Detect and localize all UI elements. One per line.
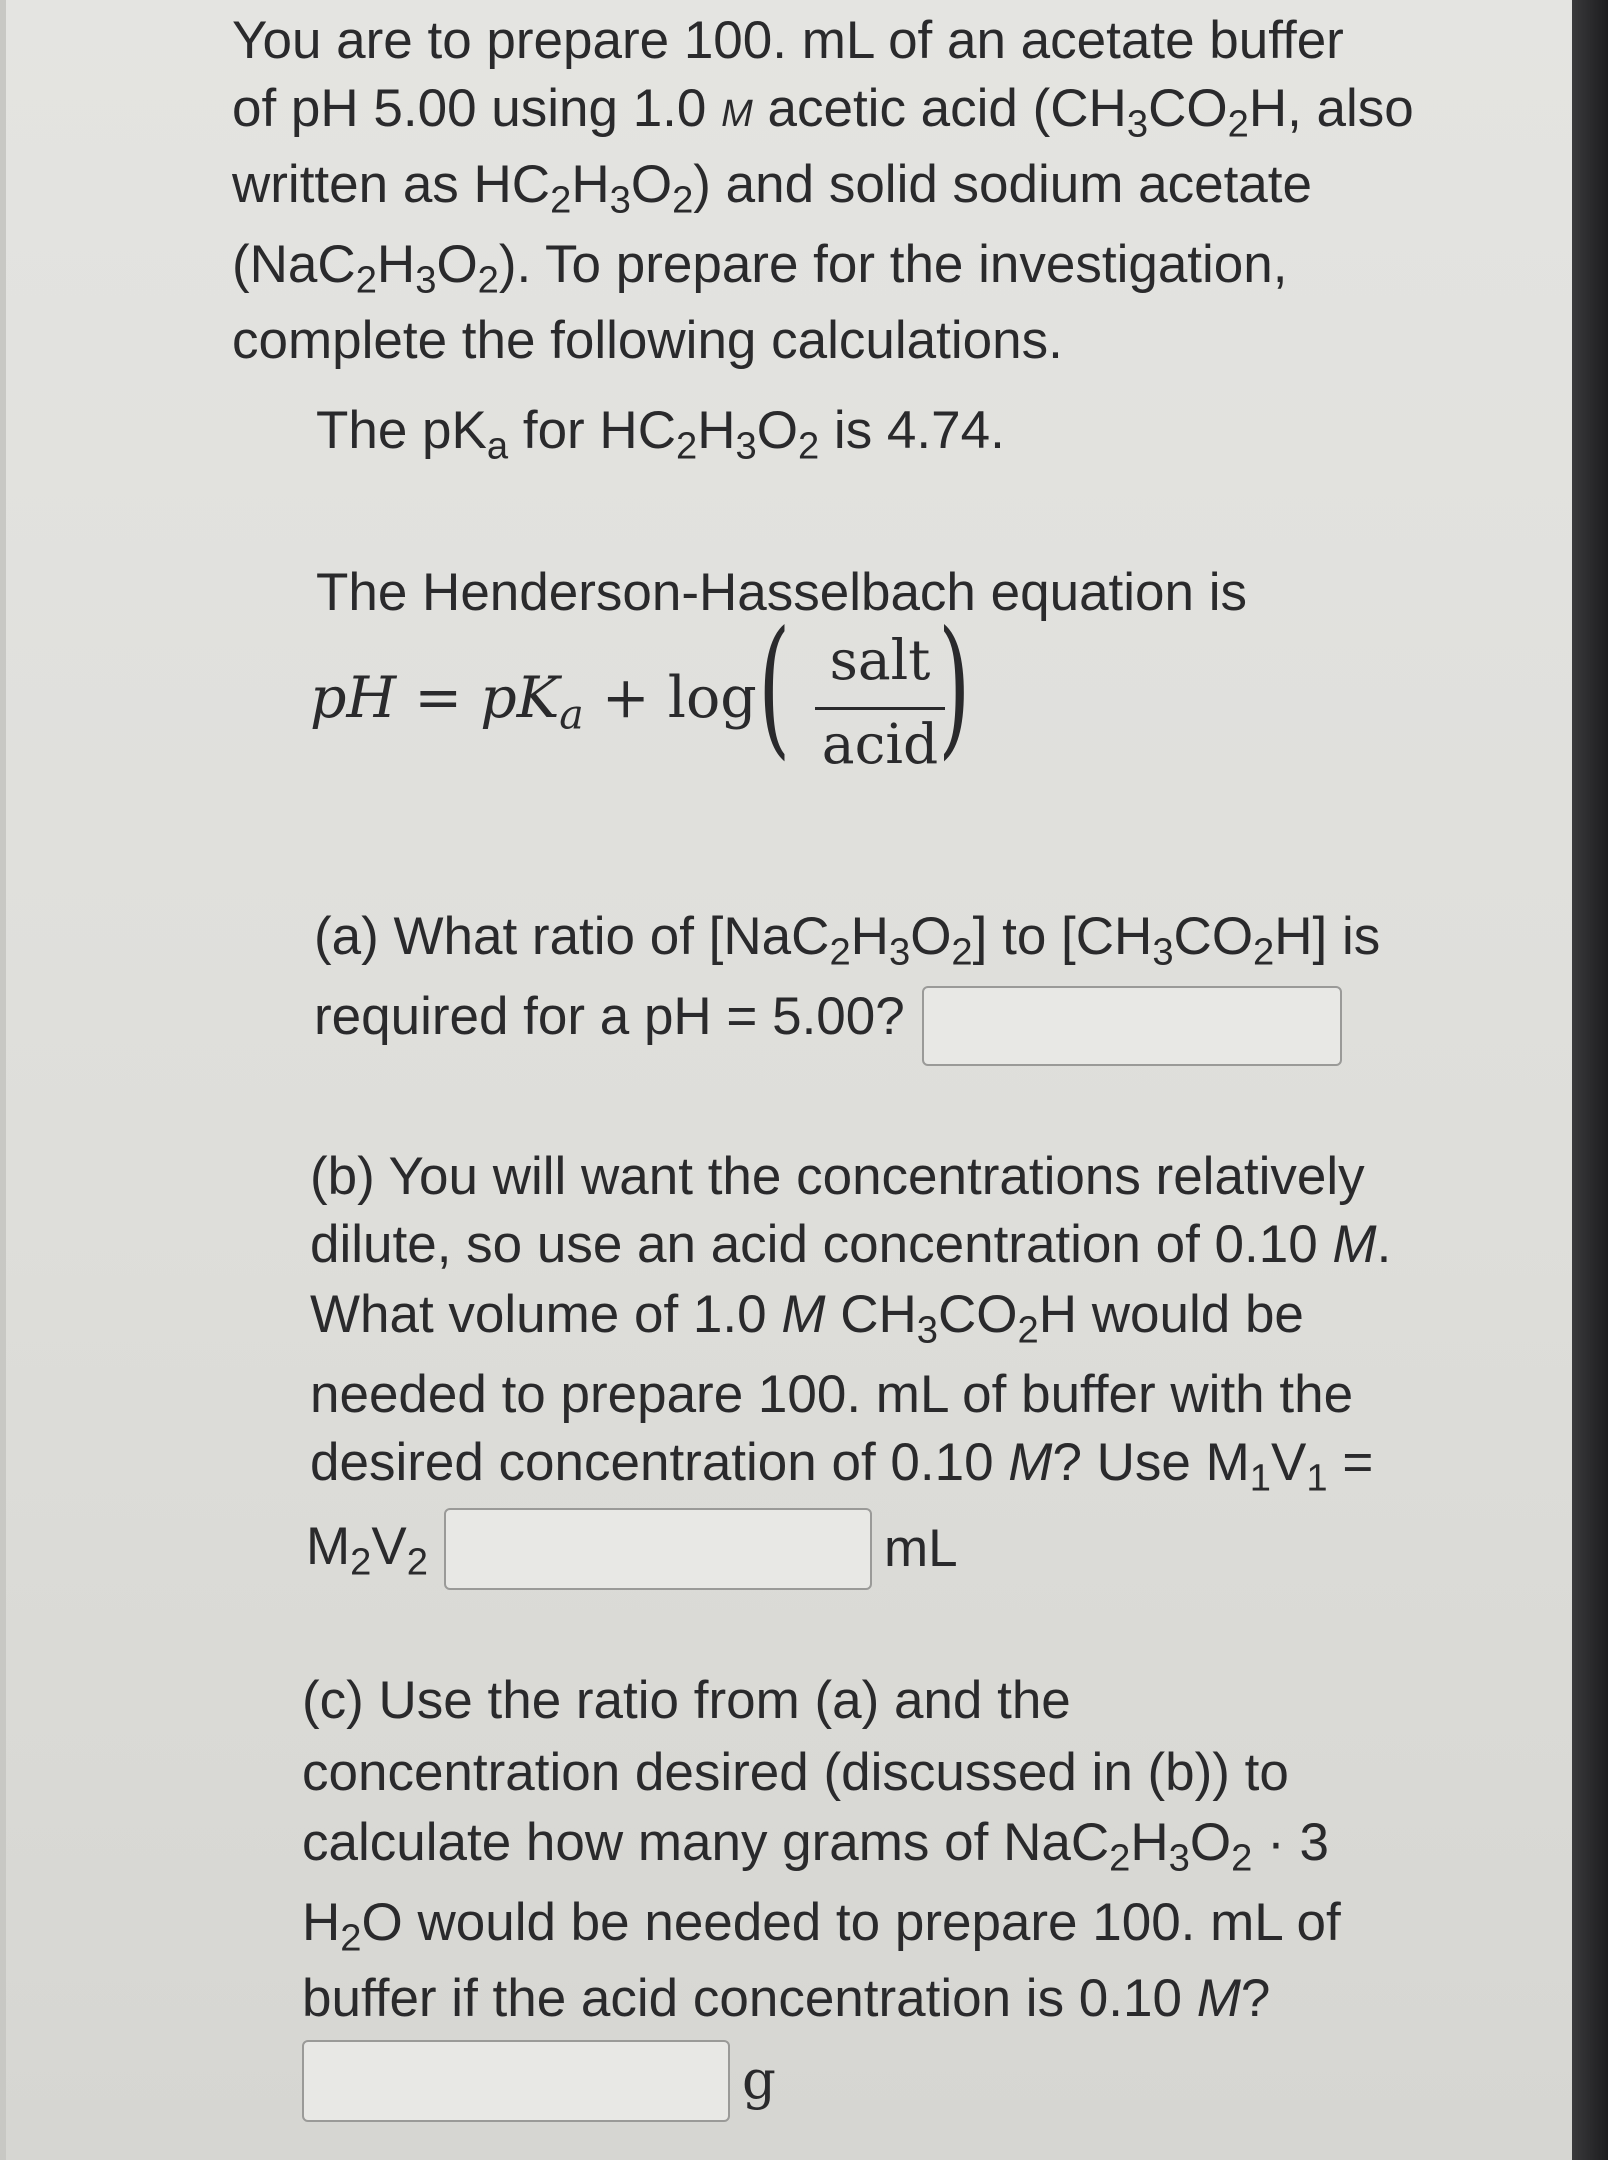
intro-line-3: written as $HC_2H_3O_2$) and solid sodium acetate xyxy=(232,155,1312,222)
intro-line-5: complete the following calculations. xyxy=(232,311,1063,370)
question-c-line-4: $H_2O$ would be needed to prepare 100. mL of xyxy=(302,1893,1341,1960)
question-b-line-4: needed to prepare 100. mL of buffer with the xyxy=(310,1365,1354,1424)
close-paren: ) xyxy=(938,600,971,774)
question-c-line-5: buffer if the acid concentration is 0.10 M? xyxy=(302,1969,1271,2028)
fraction-numerator: salt xyxy=(829,628,931,692)
intro-line-4: $(NaC_2H_3O_2)$. To prepare for the investigation, xyxy=(232,235,1288,302)
question-a-line-1: (a) What ratio of $[NaC_2H_3O_2]$ to $[CH_3CO_2H]$ is xyxy=(314,907,1381,974)
fraction-bar xyxy=(815,707,945,710)
open-paren: ( xyxy=(758,600,791,774)
question-c-line-1: (c) Use the ratio from (a) and the xyxy=(302,1671,1071,1730)
question-b-line-1: (b) You will want the concentrations relatively xyxy=(310,1147,1365,1206)
right-bezel xyxy=(1572,0,1608,2160)
fraction-denominator: acid xyxy=(821,712,939,776)
question-b-line-6: $M_2V_2$ xyxy=(306,1517,428,1584)
question-c-line-2: concentration desired (discussed in (b)) to xyxy=(302,1743,1289,1802)
hh-intro: The Henderson-Hasselbach equation is xyxy=(316,563,1247,622)
question-c-line-3: calculate how many grams of $NaC_2H_3O_2 \cdot 3$ xyxy=(302,1813,1329,1880)
henderson-hasselbach-equation xyxy=(310,600,1010,790)
answer-b-unit: mL xyxy=(884,1519,958,1578)
answer-a-input[interactable] xyxy=(922,986,1342,1066)
pka-statement: The $pK_a$ for $HC_2H_3O_2$ is 4.74. xyxy=(316,401,1005,468)
intro-line-2: of pH 5.00 using 1.0 M acetic acid ($CH_3CO_2H$, also xyxy=(232,79,1414,146)
question-a-line-2: required for a pH = 5.00? xyxy=(314,987,905,1046)
question-b-line-2: dilute, so use an acid concentration of 0.10 M. xyxy=(310,1215,1392,1274)
question-b-line-5: desired concentration of 0.10 M? Use $M_1V_1$ = xyxy=(310,1433,1374,1500)
answer-b-input[interactable] xyxy=(444,1508,872,1590)
left-bezel xyxy=(0,0,6,2160)
answer-c-unit: g xyxy=(742,2050,776,2111)
answer-c-input[interactable] xyxy=(302,2040,730,2122)
question-b-line-3: What volume of 1.0 M $CH_3CO_2H$ would be xyxy=(310,1285,1304,1352)
equation-lhs: pH = $pK_a + \log$ xyxy=(310,665,757,739)
intro-line-1: You are to prepare 100. mL of an acetate buffer xyxy=(232,11,1344,70)
